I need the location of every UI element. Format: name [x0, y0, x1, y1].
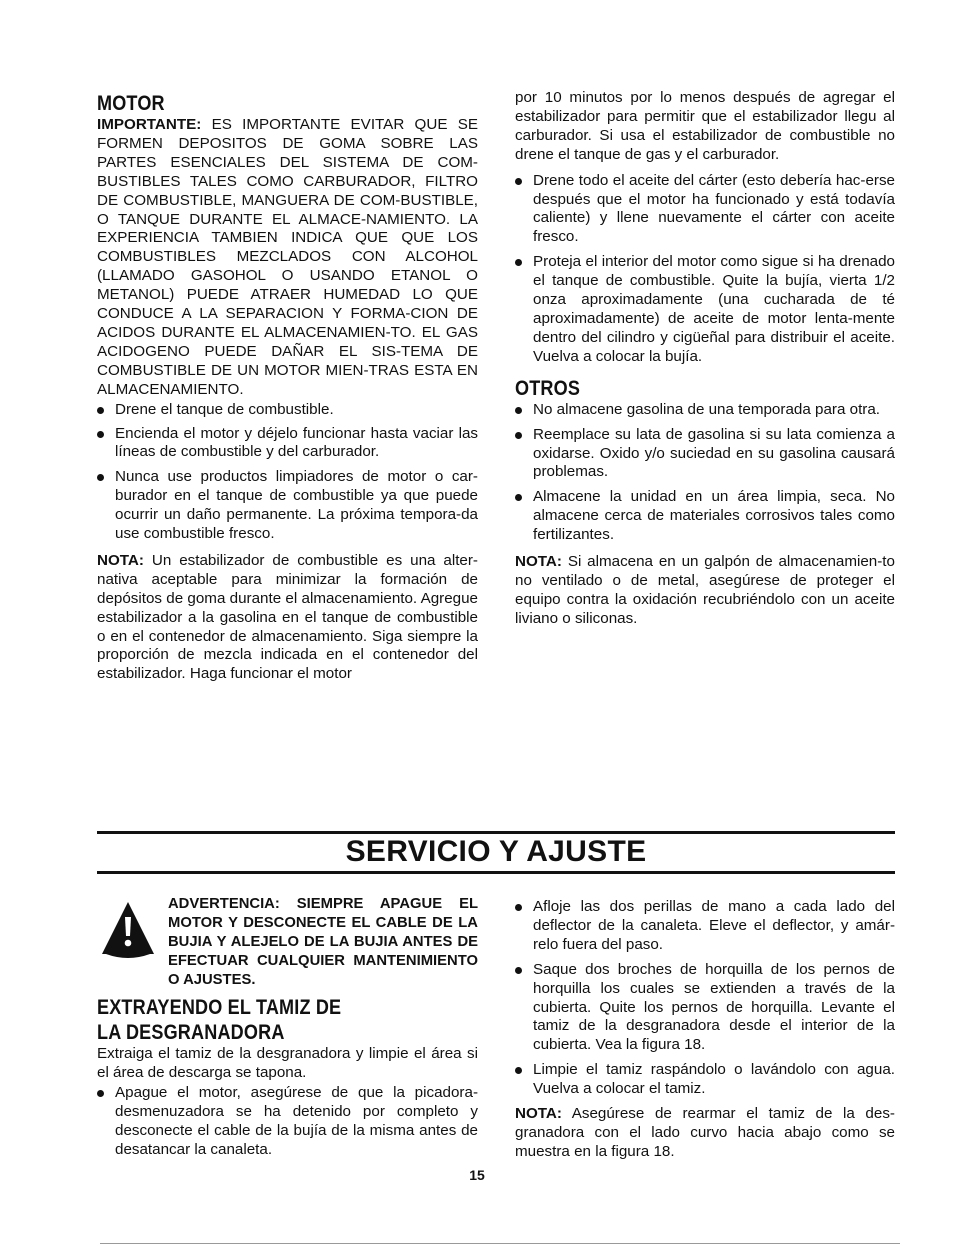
tamiz-right-bullet-1: Afloje las dos perillas de mano a cada lado del deflector de la canaleta. Eleve el deflector, y amár-relo fuera del paso. — [515, 898, 895, 955]
tamiz-nota-paragraph — [515, 1105, 895, 1162]
motor-nota-paragraph — [97, 552, 478, 684]
tamiz-right-bullet-2: Saque dos broches de horquilla de los pernos de horquilla los cuales se extienden a través de la cubierta. Quite los pernos de horquilla. Levante el tamiz de la desgranadora desde el interior de la cubierta. Vea la figura 18. — [515, 961, 895, 1056]
tamiz-intro: Extraiga el tamiz de la desgranadora y limpie el área si el área de descarga se tapona. — [97, 1045, 478, 1081]
motor-continued-section — [515, 89, 895, 629]
motor-section — [97, 92, 478, 684]
motor-bullet-3: Nunca use productos limpiadores de motor o car-burador en el tanque de combustible ya que puede ocurrir un daño permanente. La próxima tempora-da use combustible fresco. — [97, 468, 478, 544]
otros-bullet-2: Reemplace su lata de gasolina si su lata comienza a oxidarse. Oxido y/o suciedad en su gasolina causará problemas. — [515, 426, 895, 483]
motor-nota-text: Un estabilizador de combustible es una alter-nativa aceptable para minimizar la formación de depósitos de goma durante el almacenamiento. Agregue estabilizador a la gasolina en el tanque de combustible o en el contenedor de almacenamiento. Siga siempre la proporción de mezcla indicada en el contenedor del estabilizador. Haga funcionar el motor — [97, 551, 478, 683]
motor-right-bullet-1: Drene todo el aceite del cárter (esto debería hac-erse después que el motor ha funcionado y está todavía caliente) y llene nuevamente el cárter con aceite fresco. — [515, 172, 895, 248]
tamiz-subheading: EXTRAYENDO EL TAMIZ DE LA DESGRANADORA — [97, 996, 342, 1044]
tamiz-nota-text: Asegúrese de rearmar el tamiz de la des-granadora con el lado curvo hacia abajo como se muestra en la figura 18. — [515, 1105, 895, 1160]
importante-text: ES IMPORTANTE EVITAR QUE SE FORMEN DEPOSITOS DE GOMA SOBRE LAS PARTES ESENCIALES DEL SISTEMA DE COM-BUSTIBLES TALES COMO CARBURADOR, FILTRO DE COMBUSTIBLE, MANGUERA DE COM-BUSTIBLE, O TANQUE DURANTE EL ALMACE-NAMIENTO. LA EXPERIENCIA TAMBIEN INDICA QUE QUE LOS COMBUSTIBLES MEZCLADOS CON ALCOHOL (LLAMADO GASOHOL O USANDO ETANOL O METANOL) PUEDE ATRAER HUMEDAD LO QUE CONDUCE A LA SEPARACION Y FORMA-CION DE ACIDOS DURANTE EL ALMACENAMIEN-TO. EL GAS ACIDOGENO PUEDE DAÑAR EL SIS-TEMA DE COMBUSTIBLE DE UN MOTOR MIEN-TRAS ESTA EN ALMACENAMIENTO. — [97, 116, 478, 398]
bottom-edge-line — [100, 1243, 900, 1244]
warning-text: ADVERTENCIA: SIEMPRE APAGUE EL MOTOR Y DESCONECTE EL CABLE DE LA BUJIA Y ALEJELO DE LA BUJIA ANTES DE EFECTUAR CUALQUIER MANTENIMIENTO O AJUSTES. — [168, 896, 478, 988]
title-rule-bottom — [97, 871, 895, 874]
section-title: SERVICIO Y AJUSTE — [345, 835, 647, 868]
motor-bullet-2: Encienda el motor y déjelo funcionar hasta vaciar las líneas de combustible y del carburador. — [97, 425, 478, 463]
warning-triangle-icon — [100, 900, 156, 960]
tamiz-section — [97, 995, 478, 1165]
otros-nota-label: NOTA: — [515, 553, 562, 571]
motor-heading: MOTOR — [97, 92, 165, 115]
tamiz-continued-section — [515, 898, 895, 1162]
motor-bullet-1: Drene el tanque de combustible. — [97, 401, 478, 420]
otros-nota-paragraph — [515, 553, 895, 629]
tamiz-nota-label: NOTA: — [515, 1105, 562, 1123]
page-number: 15 — [469, 1167, 485, 1183]
otros-heading: OTROS — [515, 376, 581, 400]
motor-right-bullet-2: Proteja el interior del motor como sigue si ha drenado el tanque de combustible. Quite la bujía, vierta 1/2 onza aproximadamente (una cucharada de té aproximadamente) de aceite de motor lenta-mente dentro del cilindro y cigüeñal para distribuir el aceite. Vuelva a colocar la bujía. — [515, 253, 895, 366]
otros-bullet-3: Almacene la unidad en un área limpia, seca. No almacene cerca de materiales corrosivos tales como fertilizantes. — [515, 488, 895, 545]
tamiz-bullet-1: Apague el motor, asegúrese de que la picadora-desmenuzadora se ha detenido por completo y desconecte el cable de la bujía de la misma antes de desatancar la canaleta. — [97, 1084, 478, 1160]
importante-label: IMPORTANTE: — [97, 116, 202, 133]
motor-nota-label: NOTA: — [97, 551, 144, 569]
motor-continued-text: por 10 minutos por lo menos después de agregar el estabilizador para permitir que el estabilizador llegu al carburador. Si usa el estabilizador de combustible no drene el tanque de gas y el carburador. — [515, 89, 895, 163]
importante-paragraph — [97, 116, 478, 400]
otros-nota-text: Si almacena en un galpón de almacenamien-to no ventilado o de metal, asegúrese de proteger el equipo contra la oxidación recubriéndolo con un aceite liviano o siliconas. — [515, 553, 895, 627]
tamiz-right-bullet-3: Limpie el tamiz raspándolo o lavándolo con agua. Vuelva a colocar el tamiz. — [515, 1061, 895, 1099]
otros-bullet-1: No almacene gasolina de una temporada para otra. — [515, 401, 895, 420]
